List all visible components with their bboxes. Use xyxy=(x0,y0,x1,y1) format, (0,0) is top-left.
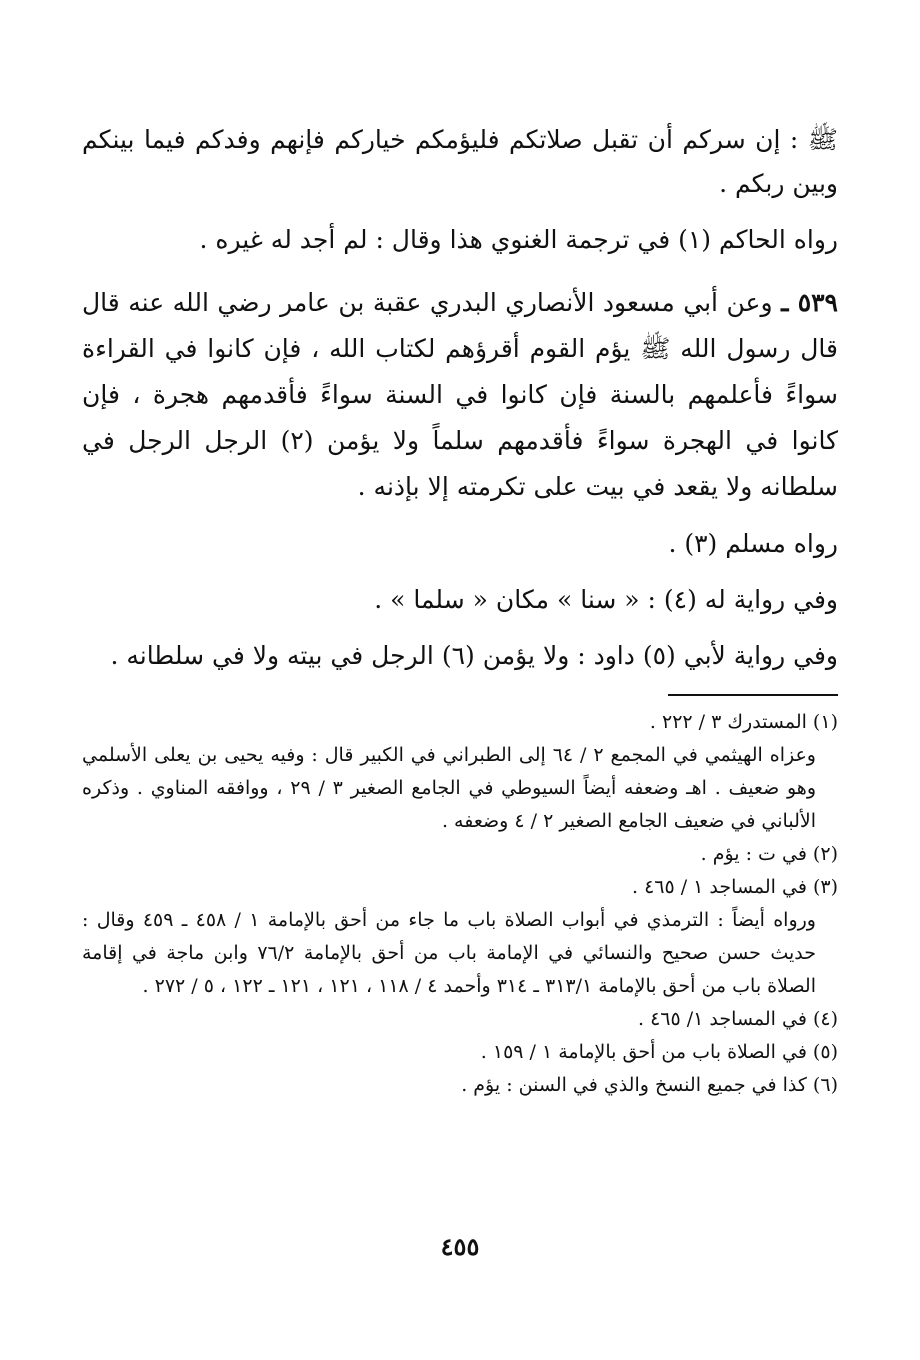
hadith-number: ٥٣٩ ـ xyxy=(781,288,838,317)
paragraph-riwaya-muslim: وفي رواية له (٤) : « سنا » مكان « سلما » . xyxy=(374,585,838,614)
paragraph-opening: ﷺ : إن سركم أن تقبل صلاتكم فليؤمكم خياركم فإنهم وفدكم فيما بينكم وبين ربكم . xyxy=(82,125,838,198)
footnote-1: (١) المستدرك ٣ / ٢٢٢ . xyxy=(649,711,838,733)
main-text xyxy=(82,118,838,678)
footnote-2: (٢) في ت : يؤم . xyxy=(700,843,838,865)
paragraph-source-muslim: رواه مسلم (٣) . xyxy=(668,529,838,558)
footnote-1-detail: وعزاه الهيثمي في المجمع ٢ / ٦٤ إلى الطبراني في الكبير قال : وفيه يحيى بن يعلى الأسلمي وهو ضعيف . اهـ وضعفه أيضاً السيوطي في الجامع الصغير ٣ / ٢٩ ، ووافقه المناوي . وذكره الألباني في ضعيف الجامع الصغير ٢ / ٤ وضعفه . xyxy=(82,744,817,832)
footnote-5: (٥) في الصلاة باب من أحق بالإمامة ١ / ١٥٩ . xyxy=(480,1041,838,1063)
footnote-3-detail: ورواه أيضاً : الترمذي في أبواب الصلاة باب ما جاء من أحق بالإمامة ١ / ٤٥٨ ـ ٤٥٩ وقال : حديث حسن صحيح والنسائي في الإمامة باب من أحق بالإمامة ٧٦/٢ وابن ماجة في إقامة الصلاة باب من أحق بالإمامة ٣١٣/١ ـ ٣١٤ وأحمد ٤ / ١١٨ ، ١٢١ ، ١٢١ ـ ١٢٢ ، ٥ / ٢٧٢ . xyxy=(82,909,816,997)
paragraph-riwaya-abu-dawud: وفي رواية لأبي (٥) داود : ولا يؤمن (٦) الرجل في بيته ولا في سلطانه . xyxy=(110,641,838,670)
footnote-divider-wrap xyxy=(82,678,838,706)
footnote-4: (٤) في المساجد ١/ ٤٦٥ . xyxy=(638,1008,838,1030)
footnotes xyxy=(82,706,838,1102)
paragraph-source-hakim: رواه الحاكم (١) في ترجمة الغنوي هذا وقال : لم أجد له غيره . xyxy=(199,225,838,254)
hadith-text: وعن أبي مسعود الأنصاري البدري عقبة بن عامر رضي الله عنه قال قال رسول الله ﷺ يؤم القوم أقرؤهم لكتاب الله ، فإن كانوا في القراءة سواءً فأعلمهم بالسنة فإن كانوا في السنة سواءً فأقدمهم هجرة ، فإن كانوا في الهجرة سواءً فأقدمهم سلماً ولا يؤمن (٢) الرجل الرجل في سلطانه ولا يقعد في بيت على تكرمته إلا بإذنه . xyxy=(82,288,838,501)
hadith-539 xyxy=(82,280,838,510)
footnote-divider xyxy=(668,694,838,696)
footnote-6: (٦) كذا في جميع النسخ والذي في السنن : يؤم . xyxy=(461,1074,838,1096)
footnote-3: (٣) في المساجد ١ / ٤٦٥ . xyxy=(631,876,838,898)
page-number: ٤٥٥ xyxy=(440,1232,480,1261)
